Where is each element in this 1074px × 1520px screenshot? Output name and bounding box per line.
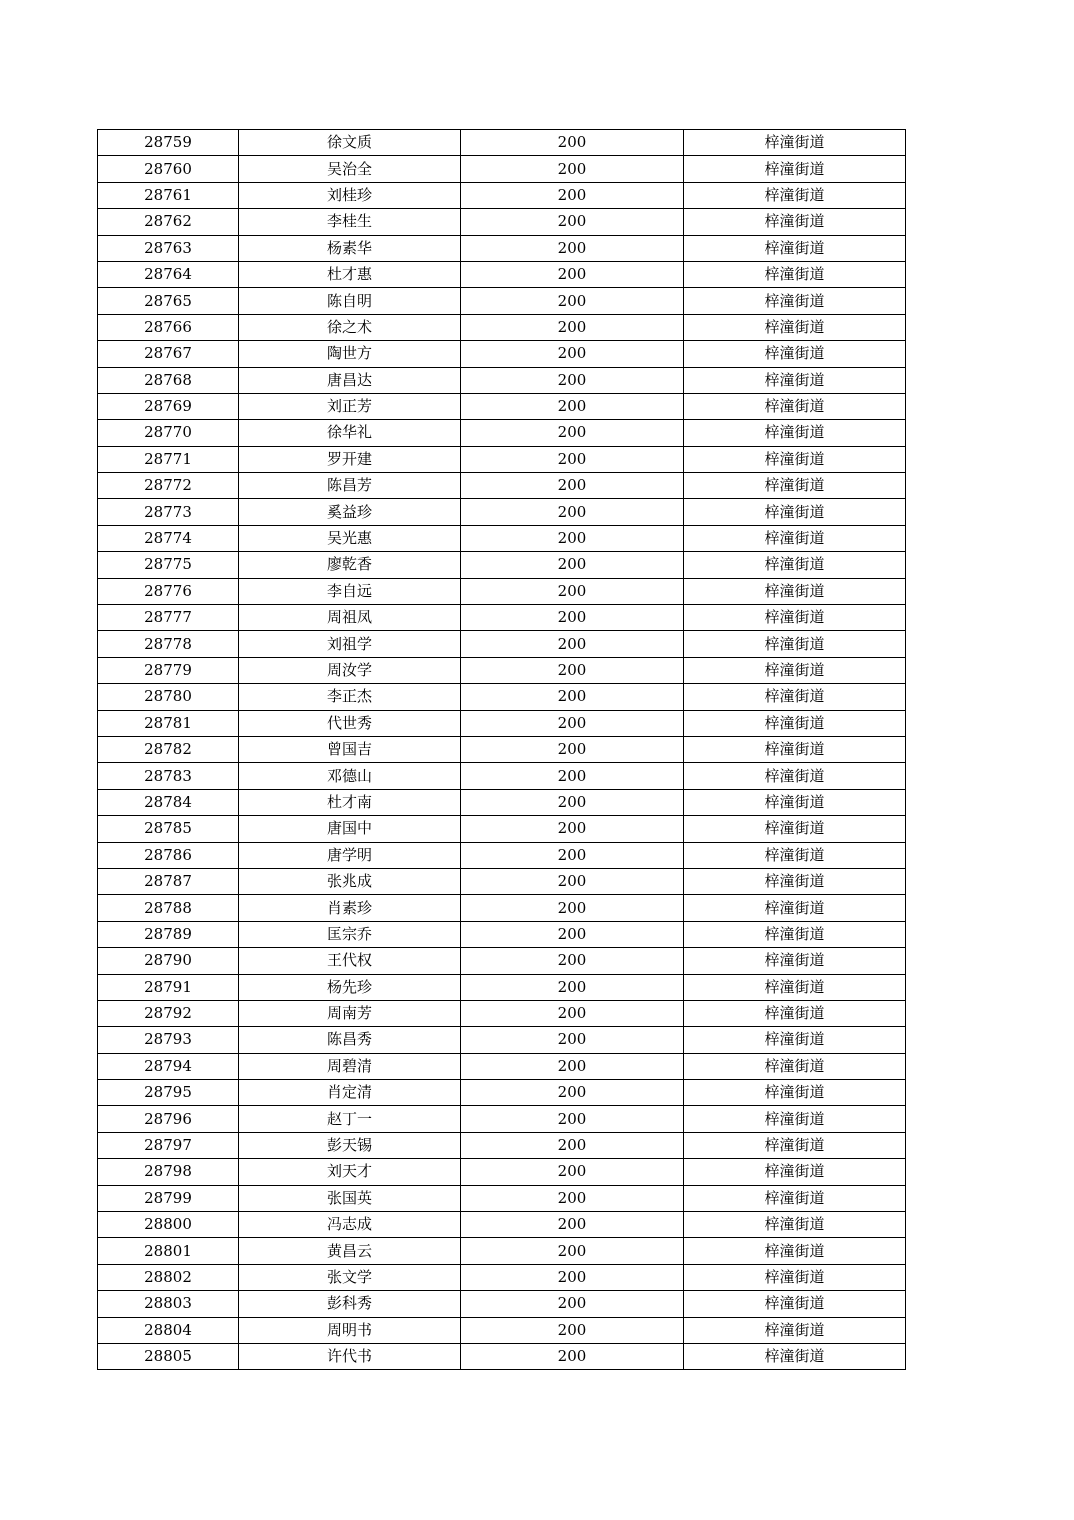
row-number-cell: 28794	[98, 1053, 239, 1079]
table-row	[98, 578, 906, 604]
table-row	[98, 261, 906, 287]
table-row	[98, 499, 906, 525]
amount-cell: 200	[461, 657, 684, 683]
person-name-cell: 曾国吉	[239, 736, 461, 762]
table-row	[98, 657, 906, 683]
amount-cell: 200	[461, 1212, 684, 1238]
person-name-cell: 黄昌云	[239, 1238, 461, 1264]
amount-cell: 200	[461, 736, 684, 762]
amount-cell: 200	[461, 209, 684, 235]
person-name-cell: 陶世方	[239, 341, 461, 367]
amount-cell: 200	[461, 261, 684, 287]
row-number-cell: 28781	[98, 710, 239, 736]
area-cell: 梓潼街道	[684, 789, 906, 815]
person-name-cell: 李自远	[239, 578, 461, 604]
table-row	[98, 314, 906, 340]
area-cell: 梓潼街道	[684, 182, 906, 208]
person-name-cell: 周碧清	[239, 1053, 461, 1079]
table-row	[98, 1343, 906, 1369]
row-number-cell: 28791	[98, 974, 239, 1000]
row-number-cell: 28762	[98, 209, 239, 235]
table-row	[98, 1159, 906, 1185]
area-cell: 梓潼街道	[684, 1027, 906, 1053]
row-number-cell: 28795	[98, 1080, 239, 1106]
row-number-cell: 28775	[98, 552, 239, 578]
table-row	[98, 288, 906, 314]
person-name-cell: 周汝学	[239, 657, 461, 683]
amount-cell: 200	[461, 974, 684, 1000]
table-row	[98, 842, 906, 868]
area-cell: 梓潼街道	[684, 261, 906, 287]
row-number-cell: 28776	[98, 578, 239, 604]
amount-cell: 200	[461, 182, 684, 208]
table-row	[98, 446, 906, 472]
table-row	[98, 367, 906, 393]
person-name-cell: 唐学明	[239, 842, 461, 868]
table-row	[98, 473, 906, 499]
area-cell: 梓潼街道	[684, 235, 906, 261]
area-cell: 梓潼街道	[684, 921, 906, 947]
amount-cell: 200	[461, 948, 684, 974]
amount-cell: 200	[461, 393, 684, 419]
person-name-cell: 杨素华	[239, 235, 461, 261]
area-cell: 梓潼街道	[684, 341, 906, 367]
amount-cell: 200	[461, 552, 684, 578]
row-number-cell: 28778	[98, 631, 239, 657]
table-row	[98, 1317, 906, 1343]
row-number-cell: 28793	[98, 1027, 239, 1053]
person-name-cell: 吴光惠	[239, 525, 461, 551]
row-number-cell: 28764	[98, 261, 239, 287]
person-name-cell: 徐华礼	[239, 420, 461, 446]
area-cell: 梓潼街道	[684, 684, 906, 710]
row-number-cell: 28763	[98, 235, 239, 261]
roster-table-body	[98, 130, 906, 1370]
area-cell: 梓潼街道	[684, 816, 906, 842]
amount-cell: 200	[461, 130, 684, 156]
row-number-cell: 28804	[98, 1317, 239, 1343]
row-number-cell: 28796	[98, 1106, 239, 1132]
amount-cell: 200	[461, 446, 684, 472]
person-name-cell: 李正杰	[239, 684, 461, 710]
area-cell: 梓潼街道	[684, 895, 906, 921]
amount-cell: 200	[461, 868, 684, 894]
area-cell: 梓潼街道	[684, 156, 906, 182]
table-row	[98, 1238, 906, 1264]
row-number-cell: 28767	[98, 341, 239, 367]
person-name-cell: 匡宗乔	[239, 921, 461, 947]
amount-cell: 200	[461, 1238, 684, 1264]
area-cell: 梓潼街道	[684, 473, 906, 499]
amount-cell: 200	[461, 367, 684, 393]
amount-cell: 200	[461, 341, 684, 367]
row-number-cell: 28803	[98, 1291, 239, 1317]
table-row	[98, 552, 906, 578]
row-number-cell: 28765	[98, 288, 239, 314]
table-row	[98, 1291, 906, 1317]
amount-cell: 200	[461, 921, 684, 947]
row-number-cell: 28785	[98, 816, 239, 842]
area-cell: 梓潼街道	[684, 1317, 906, 1343]
row-number-cell: 28768	[98, 367, 239, 393]
area-cell: 梓潼街道	[684, 1000, 906, 1026]
amount-cell: 200	[461, 1053, 684, 1079]
table-row	[98, 130, 906, 156]
person-name-cell: 陈自明	[239, 288, 461, 314]
area-cell: 梓潼街道	[684, 130, 906, 156]
area-cell: 梓潼街道	[684, 499, 906, 525]
amount-cell: 200	[461, 420, 684, 446]
table-row	[98, 895, 906, 921]
row-number-cell: 28760	[98, 156, 239, 182]
amount-cell: 200	[461, 1080, 684, 1106]
person-name-cell: 周南芳	[239, 1000, 461, 1026]
area-cell: 梓潼街道	[684, 1185, 906, 1211]
amount-cell: 200	[461, 684, 684, 710]
area-cell: 梓潼街道	[684, 209, 906, 235]
person-name-cell: 徐文质	[239, 130, 461, 156]
table-row	[98, 341, 906, 367]
row-number-cell: 28772	[98, 473, 239, 499]
person-name-cell: 罗开建	[239, 446, 461, 472]
table-row	[98, 1000, 906, 1026]
area-cell: 梓潼街道	[684, 868, 906, 894]
person-name-cell: 陈昌秀	[239, 1027, 461, 1053]
amount-cell: 200	[461, 578, 684, 604]
area-cell: 梓潼街道	[684, 525, 906, 551]
table-row	[98, 209, 906, 235]
row-number-cell: 28771	[98, 446, 239, 472]
table-row	[98, 631, 906, 657]
table-row	[98, 789, 906, 815]
person-name-cell: 杜才惠	[239, 261, 461, 287]
row-number-cell: 28788	[98, 895, 239, 921]
row-number-cell: 28761	[98, 182, 239, 208]
table-row	[98, 974, 906, 1000]
area-cell: 梓潼街道	[684, 763, 906, 789]
amount-cell: 200	[461, 895, 684, 921]
area-cell: 梓潼街道	[684, 1159, 906, 1185]
area-cell: 梓潼街道	[684, 736, 906, 762]
row-number-cell: 28770	[98, 420, 239, 446]
table-row	[98, 1106, 906, 1132]
person-name-cell: 唐昌达	[239, 367, 461, 393]
amount-cell: 200	[461, 156, 684, 182]
table-row	[98, 182, 906, 208]
row-number-cell: 28790	[98, 948, 239, 974]
person-name-cell: 周祖凤	[239, 605, 461, 631]
area-cell: 梓潼街道	[684, 393, 906, 419]
table-row	[98, 736, 906, 762]
table-row	[98, 816, 906, 842]
row-number-cell: 28787	[98, 868, 239, 894]
row-number-cell: 28777	[98, 605, 239, 631]
row-number-cell: 28780	[98, 684, 239, 710]
table-row	[98, 868, 906, 894]
table-row	[98, 393, 906, 419]
row-number-cell: 28799	[98, 1185, 239, 1211]
amount-cell: 200	[461, 631, 684, 657]
row-number-cell: 28805	[98, 1343, 239, 1369]
person-name-cell: 彭科秀	[239, 1291, 461, 1317]
person-name-cell: 徐之术	[239, 314, 461, 340]
amount-cell: 200	[461, 1185, 684, 1211]
person-name-cell: 周明书	[239, 1317, 461, 1343]
person-name-cell: 赵丁一	[239, 1106, 461, 1132]
person-name-cell: 刘祖学	[239, 631, 461, 657]
area-cell: 梓潼街道	[684, 631, 906, 657]
amount-cell: 200	[461, 842, 684, 868]
amount-cell: 200	[461, 1264, 684, 1290]
person-name-cell: 张文学	[239, 1264, 461, 1290]
area-cell: 梓潼街道	[684, 948, 906, 974]
table-row	[98, 525, 906, 551]
area-cell: 梓潼街道	[684, 578, 906, 604]
table-row	[98, 420, 906, 446]
person-name-cell: 刘正芳	[239, 393, 461, 419]
row-number-cell: 28802	[98, 1264, 239, 1290]
row-number-cell: 28774	[98, 525, 239, 551]
amount-cell: 200	[461, 1317, 684, 1343]
amount-cell: 200	[461, 789, 684, 815]
amount-cell: 200	[461, 1159, 684, 1185]
row-number-cell: 28786	[98, 842, 239, 868]
area-cell: 梓潼街道	[684, 1106, 906, 1132]
amount-cell: 200	[461, 1132, 684, 1158]
table-row	[98, 684, 906, 710]
area-cell: 梓潼街道	[684, 288, 906, 314]
person-name-cell: 冯志成	[239, 1212, 461, 1238]
table-row	[98, 1027, 906, 1053]
person-name-cell: 李桂生	[239, 209, 461, 235]
amount-cell: 200	[461, 314, 684, 340]
table-row	[98, 1053, 906, 1079]
table-row	[98, 235, 906, 261]
person-name-cell: 奚益珍	[239, 499, 461, 525]
person-name-cell: 肖定清	[239, 1080, 461, 1106]
area-cell: 梓潼街道	[684, 1080, 906, 1106]
table-row	[98, 1185, 906, 1211]
amount-cell: 200	[461, 473, 684, 499]
amount-cell: 200	[461, 710, 684, 736]
table-row	[98, 921, 906, 947]
row-number-cell: 28782	[98, 736, 239, 762]
area-cell: 梓潼街道	[684, 1132, 906, 1158]
person-name-cell: 张兆成	[239, 868, 461, 894]
row-number-cell: 28792	[98, 1000, 239, 1026]
person-name-cell: 廖乾香	[239, 552, 461, 578]
amount-cell: 200	[461, 605, 684, 631]
row-number-cell: 28801	[98, 1238, 239, 1264]
row-number-cell: 28766	[98, 314, 239, 340]
area-cell: 梓潼街道	[684, 710, 906, 736]
area-cell: 梓潼街道	[684, 657, 906, 683]
area-cell: 梓潼街道	[684, 367, 906, 393]
table-row	[98, 1080, 906, 1106]
amount-cell: 200	[461, 1291, 684, 1317]
amount-cell: 200	[461, 499, 684, 525]
row-number-cell: 28779	[98, 657, 239, 683]
area-cell: 梓潼街道	[684, 605, 906, 631]
amount-cell: 200	[461, 288, 684, 314]
table-row	[98, 156, 906, 182]
table-row	[98, 1264, 906, 1290]
person-name-cell: 杨先珍	[239, 974, 461, 1000]
table-row	[98, 1212, 906, 1238]
table-row	[98, 710, 906, 736]
person-name-cell: 唐国中	[239, 816, 461, 842]
person-name-cell: 王代权	[239, 948, 461, 974]
area-cell: 梓潼街道	[684, 974, 906, 1000]
table-row	[98, 948, 906, 974]
area-cell: 梓潼街道	[684, 552, 906, 578]
amount-cell: 200	[461, 1343, 684, 1369]
area-cell: 梓潼街道	[684, 1238, 906, 1264]
area-cell: 梓潼街道	[684, 1264, 906, 1290]
area-cell: 梓潼街道	[684, 1291, 906, 1317]
row-number-cell: 28789	[98, 921, 239, 947]
person-name-cell: 彭天锡	[239, 1132, 461, 1158]
person-name-cell: 张国英	[239, 1185, 461, 1211]
area-cell: 梓潼街道	[684, 1343, 906, 1369]
table-row	[98, 763, 906, 789]
person-name-cell: 许代书	[239, 1343, 461, 1369]
table-row	[98, 605, 906, 631]
person-name-cell: 陈昌芳	[239, 473, 461, 499]
row-number-cell: 28784	[98, 789, 239, 815]
area-cell: 梓潼街道	[684, 1053, 906, 1079]
person-name-cell: 刘桂珍	[239, 182, 461, 208]
table-row	[98, 1132, 906, 1158]
row-number-cell: 28773	[98, 499, 239, 525]
amount-cell: 200	[461, 1000, 684, 1026]
roster-table	[97, 129, 906, 1370]
area-cell: 梓潼街道	[684, 314, 906, 340]
person-name-cell: 邓德山	[239, 763, 461, 789]
area-cell: 梓潼街道	[684, 420, 906, 446]
row-number-cell: 28759	[98, 130, 239, 156]
amount-cell: 200	[461, 1027, 684, 1053]
area-cell: 梓潼街道	[684, 446, 906, 472]
person-name-cell: 刘天才	[239, 1159, 461, 1185]
person-name-cell: 肖素珍	[239, 895, 461, 921]
person-name-cell: 杜才南	[239, 789, 461, 815]
area-cell: 梓潼街道	[684, 842, 906, 868]
amount-cell: 200	[461, 235, 684, 261]
area-cell: 梓潼街道	[684, 1212, 906, 1238]
row-number-cell: 28800	[98, 1212, 239, 1238]
row-number-cell: 28769	[98, 393, 239, 419]
person-name-cell: 吴治全	[239, 156, 461, 182]
row-number-cell: 28798	[98, 1159, 239, 1185]
amount-cell: 200	[461, 525, 684, 551]
amount-cell: 200	[461, 763, 684, 789]
amount-cell: 200	[461, 816, 684, 842]
row-number-cell: 28783	[98, 763, 239, 789]
row-number-cell: 28797	[98, 1132, 239, 1158]
amount-cell: 200	[461, 1106, 684, 1132]
person-name-cell: 代世秀	[239, 710, 461, 736]
